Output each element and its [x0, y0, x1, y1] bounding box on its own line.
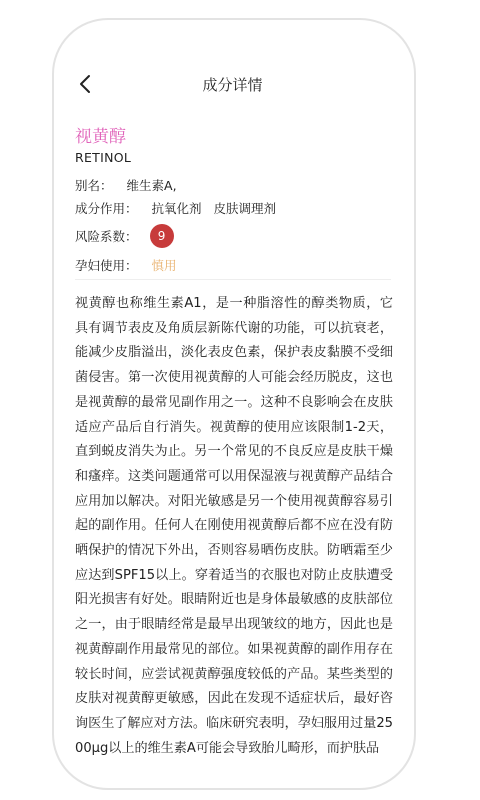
nav-bar — [62, 66, 403, 102]
divider — [75, 279, 391, 280]
risk-row — [75, 224, 174, 248]
ingredient-description: 视黄醇也称维生素A1，是一种脂溶性的醇类物质，它具有调节表皮及角质层新陈代谢的功能，可以抗衰老，能减少皮脂溢出，淡化表皮色素，保护表皮黏膜不受细菌侵害。第一次使用视黄醇的人可能会经历脱皮，这也是视黄醇的最常见副作用之一。这种不良影响会在皮肤适应产品后自行消失。视黄醇的使用应该限制1-2天，直到蜕皮消失为止。另一个常见的不良反应是皮肤干燥和瘙痒。这类问题通常可以用保湿液与视黄醇产品结合应用加以解决。对阳光敏感是另一个使用视黄醇容易引起的副作用。任何人在刚使用视黄醇后都不应在没有防晒保护的情况下外出，否则容易晒伤皮肤。防晒霜至少应达到SPF15以上。穿着适当的衣服也对防止皮肤遭受阳光损害有好处。眼睛附近也是身体最敏感的皮肤部位之一，由于眼睛经常是最早出现皱纹的地方，因此也是视黄醇副作用最常见的部位。如果视黄醇的副作用存在较长时间，应尝试视黄醇强度较低的产品。某些类型的皮肤对视黄醇更敏感，因此在发现不适症状后，最好咨询医生了解应对方法。临床研究表明，孕妇服用过量2500μg以上的维生素A可能会导致胎儿畸形，而护肤品 — [75, 296, 393, 756]
function-label: 成分作用： — [75, 201, 138, 216]
alias-label: 别名： — [75, 178, 113, 193]
ingredient-name: 视黄醇 — [75, 127, 126, 147]
pregnancy-label: 孕妇使用： — [75, 258, 138, 273]
function-tag: 抗氧化剂 — [151, 201, 202, 216]
function-values — [152, 199, 277, 217]
function-tag: 皮肤调理剂 — [213, 201, 277, 216]
pregnancy-row — [75, 256, 177, 274]
pregnancy-value: 慎用 — [151, 258, 177, 273]
alias-value: 维生素A, — [126, 178, 177, 193]
risk-badge: 9 — [150, 224, 174, 248]
ingredient-detail-screen — [62, 66, 403, 756]
ingredient-english-name: RETINOL — [75, 150, 132, 165]
page-title: 成分详情 — [202, 76, 263, 94]
alias-row — [75, 176, 177, 194]
risk-label: 风险系数： — [75, 229, 138, 244]
function-row — [75, 199, 276, 217]
